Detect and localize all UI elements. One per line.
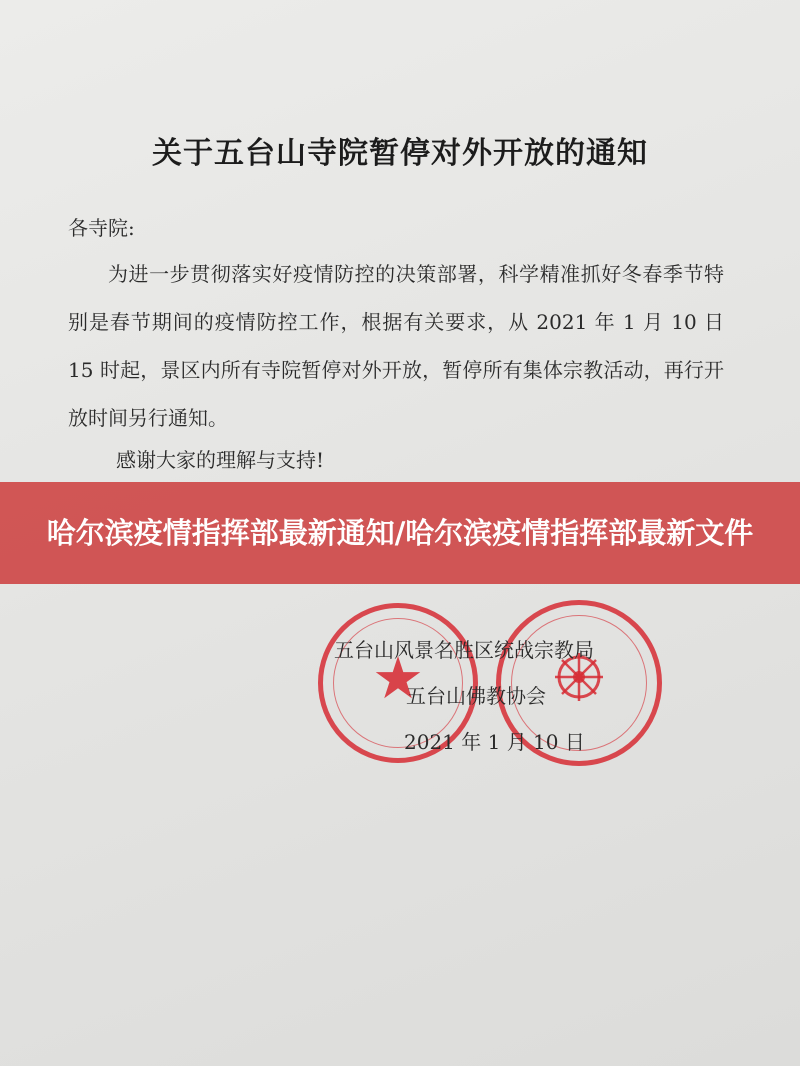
star-icon: ★ — [372, 644, 424, 712]
notice-body: 为进一步贯彻落实好疫情防控的决策部署，科学精准抓好冬春季节特别是春节期间的疫情防控工作，根据有关要求，从 2021 年 1 月 10 日 15 时起，景区内所有寺院暂停对外开放，暂停所有集体宗教活动，再行开放时间另行通知。 — [68, 262, 724, 430]
salutation: 各寺院: — [68, 216, 135, 240]
document-title: 关于五台山寺院暂停对外开放的通知 — [152, 136, 648, 171]
signature-org-1: 五台山风景名胜区统战宗教局 — [334, 638, 594, 662]
signature-date: 2021 年 1 月 10 日 — [404, 730, 585, 754]
thanks-line: 感谢大家的理解与支持! — [116, 448, 325, 472]
headline-banner — [0, 482, 800, 584]
signature-org-2: 五台山佛教协会 — [406, 684, 546, 708]
banner-title: 哈尔滨疫情指挥部最新通知/哈尔滨疫情指挥部最新文件 — [46, 516, 754, 550]
